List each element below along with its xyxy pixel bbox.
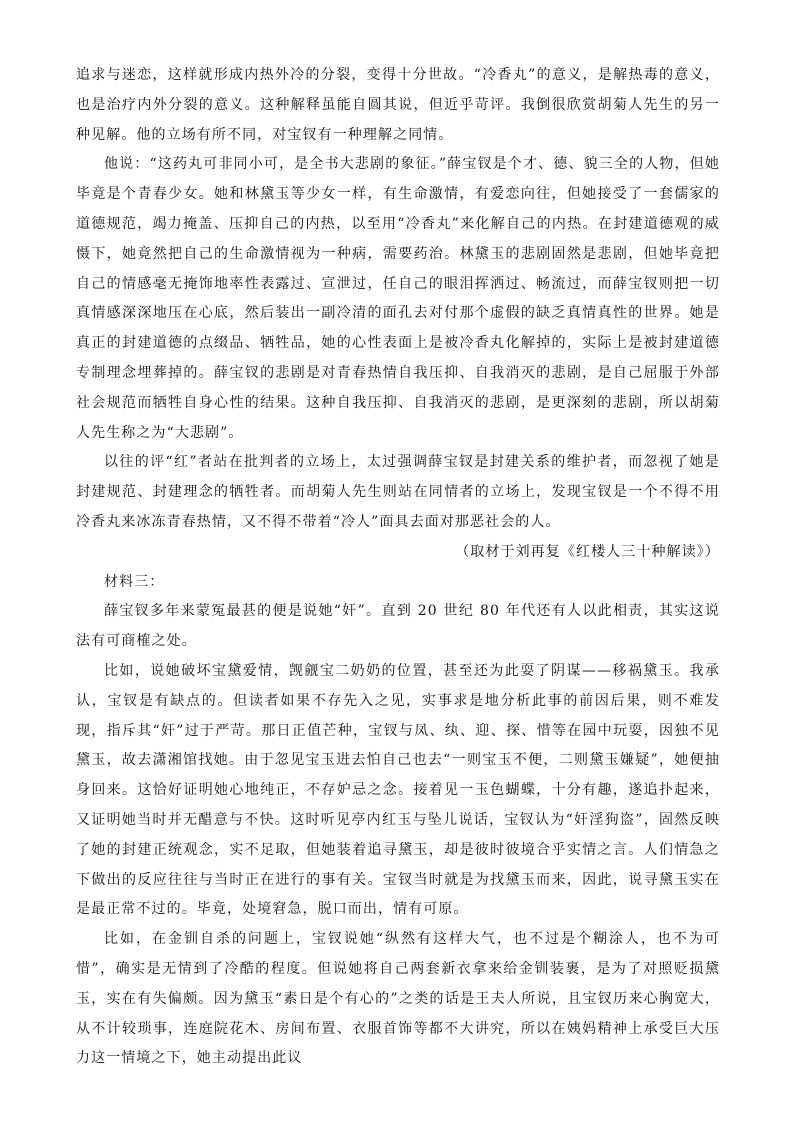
paragraph-critics-stance: 以往的评“红”者站在批判者的立场上，太过强调薛宝钗是封建关系的维护者，而忽视了她是封建规范、封建理念的牺牲者。而胡菊人先生则站在同情者的立场上，发现宝钗是一个不得不用冷香丸来冰冻青春热情，又不得不带着“冷人”面具去面对那恶社会的人。 — [76, 454, 720, 530]
paragraph-continuation: 追求与迷恋，这样就形成内热外冷的分裂，变得十分世故。“冷香丸”的意义，是解热毒的意义，也是治疗内外分裂的意义。这种解释虽能自圆其说，但近乎苛评。我倒很欣赏胡菊人先生的另一种见解。他的立场有所不同，对宝钗有一种理解之同情。 — [76, 67, 720, 143]
paragraph-example-jinchuan: 比如，在金钏自杀的问题上，宝钗说她“纵然有这样大气，也不过是个糊涂人，也不为可惜”，确实是无情到了冷酷的程度。但说她将自己两套新衣拿来给金钏装裹，是为了对照贬损黛玉，实在有失偏颇。因为黛玉“素日是个有心的”之类的话是王夫人所说，且宝钗历来心胸宽大，从不计较琐事，连庭院花木、房间布置、衣服首饰等都不大讲究，所以在姨妈精神上承受巨大压力这一情境之下，她主动提出此议 — [76, 931, 720, 1067]
document-page — [76, 61, 720, 1074]
material-three-label: 材料三： — [104, 573, 165, 590]
paragraph-hu-juren-view: 他说：“这药丸可非同小可，是全书大悲剧的象征。”薛宝钗是个才、德、貌三全的人物，但她毕竟是个青春少女。她和林黛玉等少女一样，有生命激情，有爱恋向往，但她接受了一套儒家的道德规范，竭力掩盖、压抑自己的内热，以至用“冷香丸”来化解自己的内热。在封建道德观的威慑下，她竟然把自己的生命激情视为一种病，需要药治。林黛玉的悲剧固然是悲剧，但她毕竟把自己的情感毫无掩饰地率性表露过、宣泄过，任自己的眼泪挥洒过、畅流过，而薛宝钗则把一切真情感深深地压在心底，然后装出一副冷清的面孔去对付那个虚假的缺乏真情真性的世界。她是真正的封建道德的点缀品、牺牲品，她的心性表面上是被冷香丸化解掉的，实际上是被封建道德专制理念埋葬掉的。薛宝钗的悲剧是对青春热情自我压抑、自我消灭的悲剧，是自己屈服于外部社会规范而牺牲自身心性的结果。这种自我压抑、自我消灭的悲剧，是更深刻的悲剧，所以胡菊人先生称之为“大悲剧”。 — [76, 156, 720, 441]
paragraph-example-butterfly: 比如，说她破坏宝黛爱情，觊觎宝二奶奶的位置，甚至还为此耍了阴谋——移祸黛玉。我承认，宝钗是有缺点的。但读者如果不存先入之见，实事求是地分析此事的前因后果，则不难发现，指斥其“奸”过于严苛。那日正值芒种，宝钗与凤、纨、迎、探、惜等在园中玩耍，因独不见黛玉，故去潇湘馆找她。由于忽见宝玉进去怕自己也去“一则宝玉不便，二则黛玉嫌疑”，她便抽身回来。这恰好证明她心地纯正，不存妒忌之念。接着见一玉色蝴蝶，十分有趣，遂追扑起来，又证明她当时并无醋意与不快。这时听见亭内红玉与坠儿说话，宝钗认为“奸淫狗盗”，固然反映了她的封建正统观念，实不足取，但她装着追寻黛玉，却是彼时彼境合乎实情之言。人们情急之下做出的反应往往与当时正在进行的事有关。宝钗当时就是为找黛玉而来，因此，说寻黛玉实在是最正常不过的。毕竟，处境窘急，脱口而出，情有可原。 — [76, 662, 720, 918]
paragraph-material-intro: 薛宝钗多年来蒙冤最甚的便是说她“奸”。直到 20 世纪 80 年代还有人以此相责，其实这说法有可商榷之处。 — [76, 603, 720, 650]
source-citation: （取材于刘再复《红楼人三十种解读》） — [455, 543, 720, 560]
